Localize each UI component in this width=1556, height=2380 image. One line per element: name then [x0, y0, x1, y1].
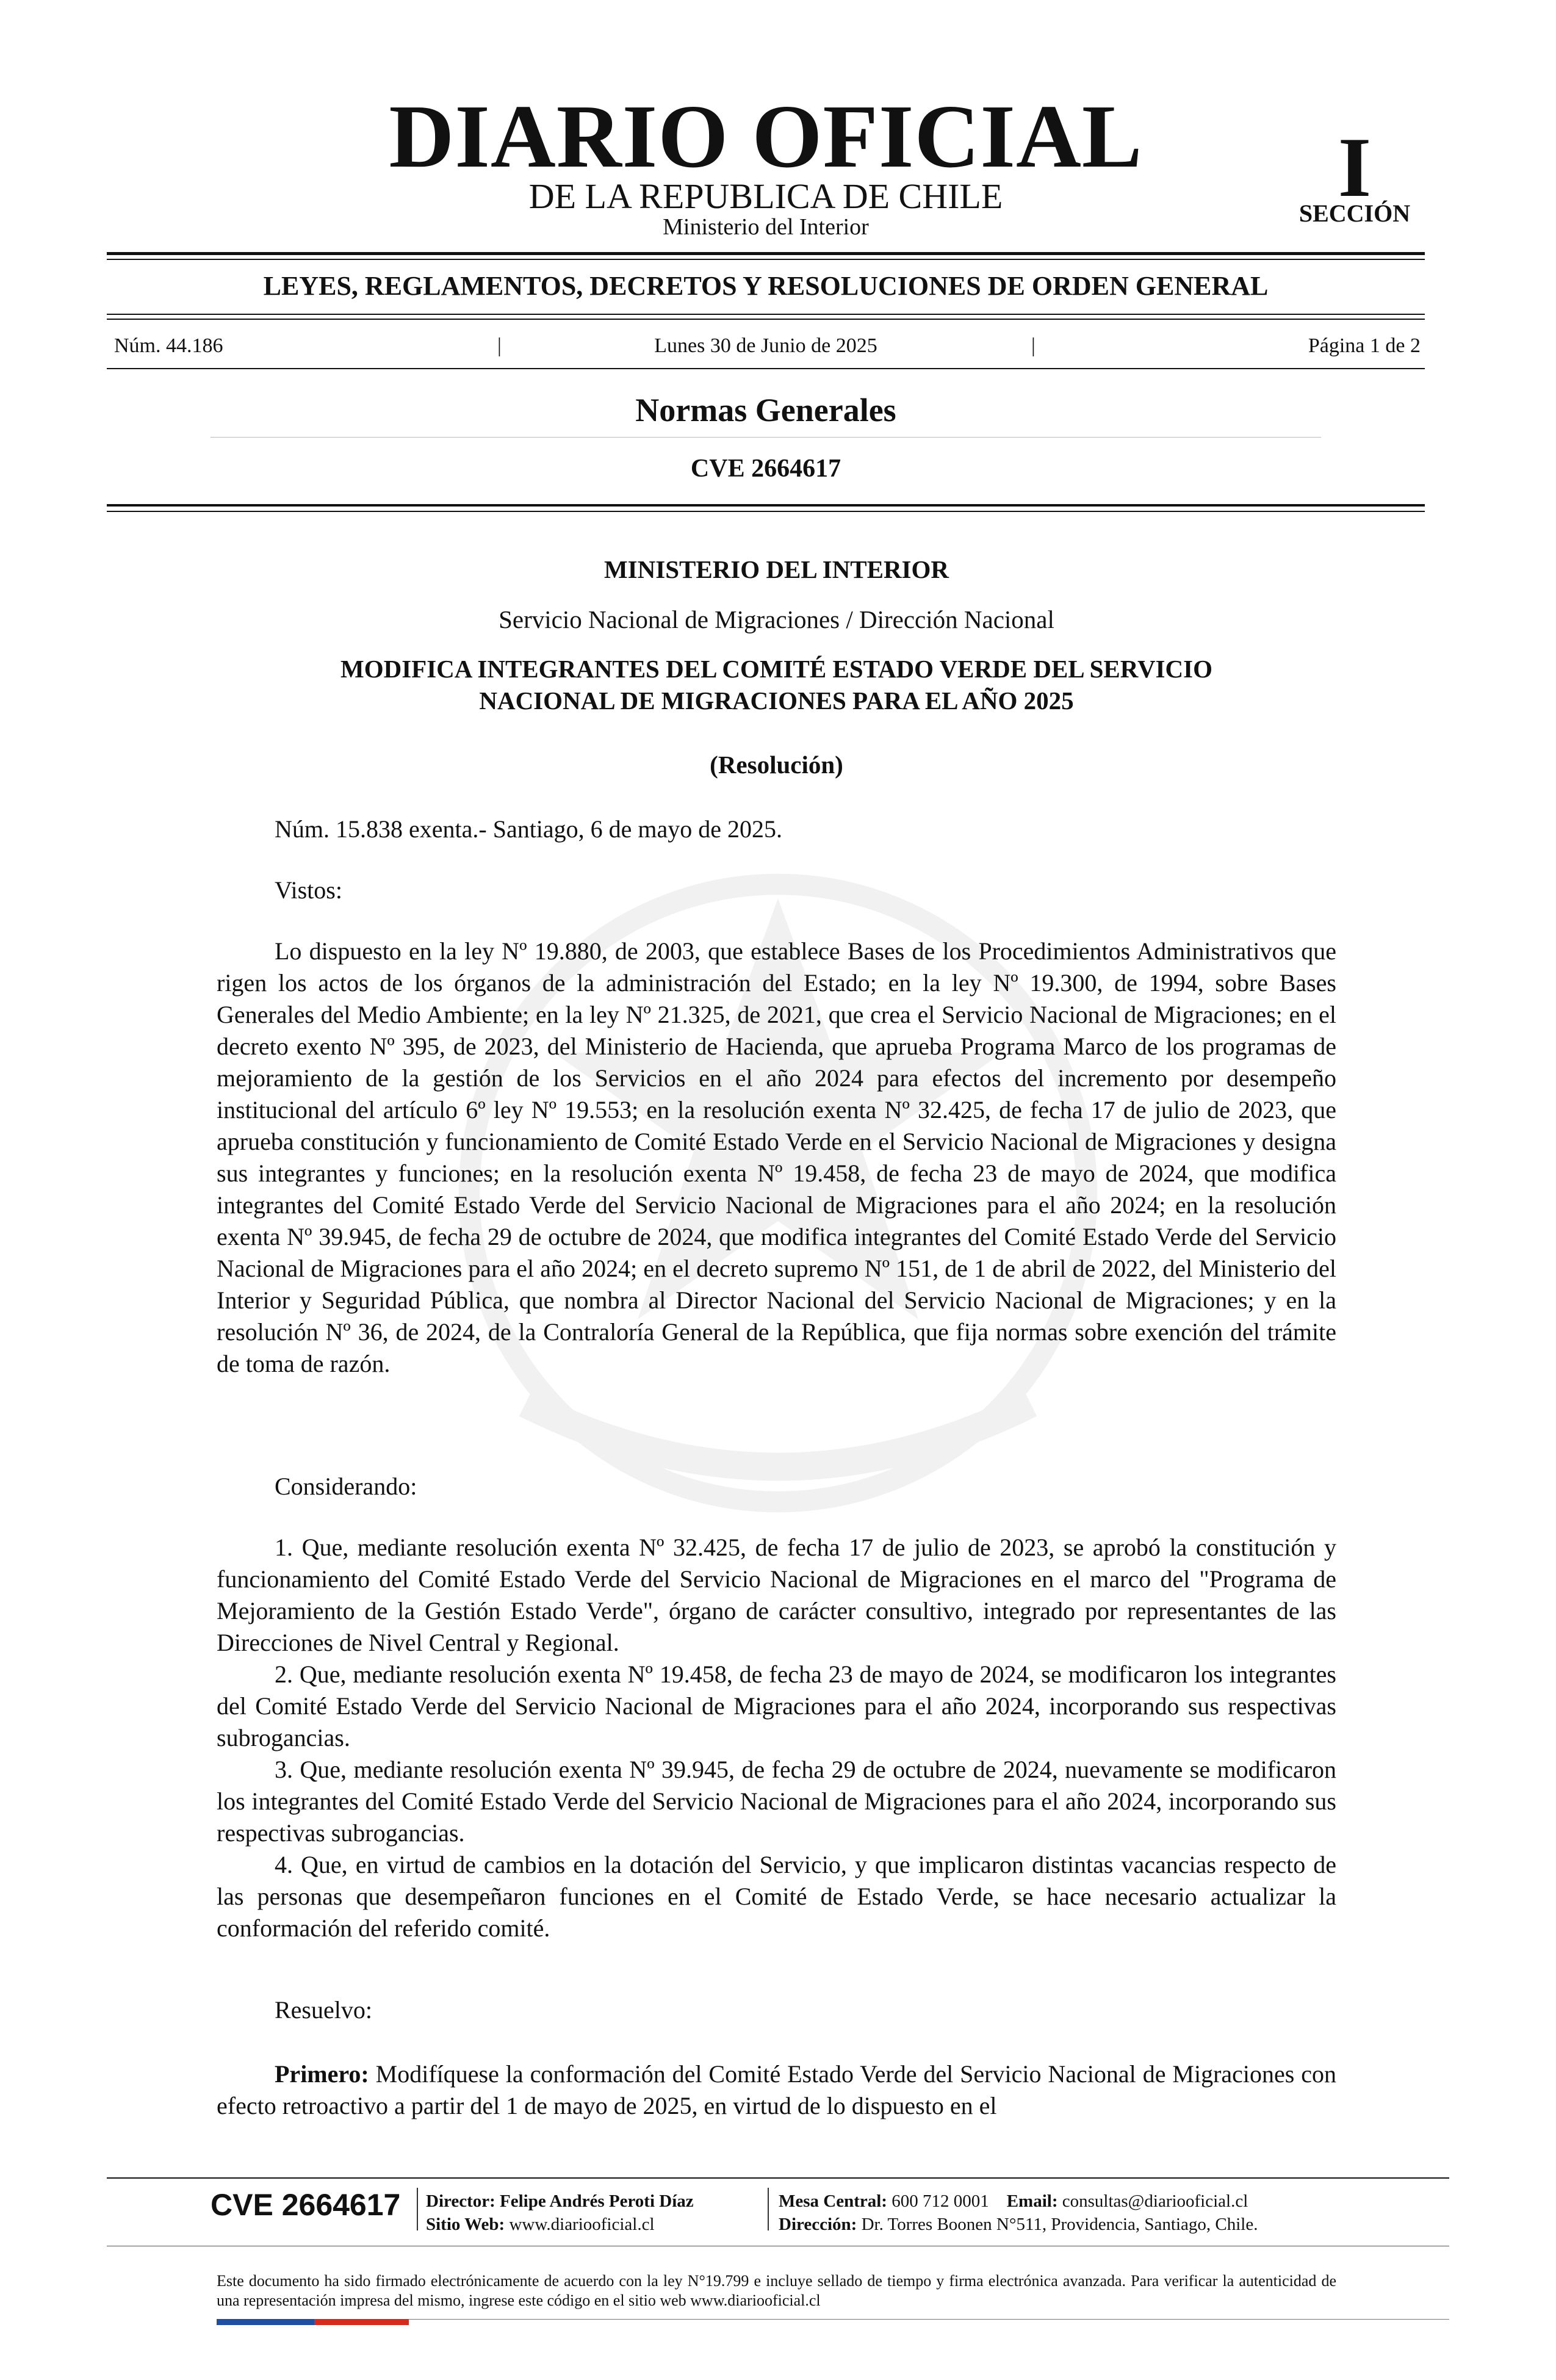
masthead-rule-thin [107, 259, 1425, 260]
footer-address [779, 2213, 1258, 2235]
direccion-value: Dr. Torres Boonen N°511, Providencia, Santiago, Chile. [861, 2215, 1258, 2234]
web-label: Sitio Web: [426, 2215, 505, 2234]
document-service: Servicio Nacional de Migraciones / Dirección Nacional [499, 605, 1054, 633]
primero-text: Modifíquese la conformación del Comité Estado Verde del Servicio Nacional de Migraciones con efecto retroactivo a partir del 1 de mayo de 2025, en virtud de lo dispuesto en el [217, 2060, 1337, 2119]
category-rule-bottom [107, 319, 1425, 320]
footer-rule-top [107, 2177, 1449, 2179]
section-number: I [1338, 120, 1372, 215]
newspaper-title: DIARIO OFICIAL [389, 87, 1143, 187]
newspaper-subtitle: DE LA REPUBLICA DE CHILE [528, 176, 1003, 216]
section-label: SECCIÓN [1298, 200, 1411, 227]
section-heading: Normas Generales [635, 392, 896, 428]
footer-disclaimer: Este documento ha sido firmado electrónicamente de acuerdo con la ley N°19.799 e incluye sellado de tiempo y firma electrónica avanzada. Para verificar la autenticidad de una representación impresa del mismo, ingrese este código en el sitio web www.diariooficial.cl [217, 2272, 1336, 2309]
footer-divider [417, 2188, 418, 2230]
heading-divider [211, 437, 1321, 438]
resolution-number-date: Núm. 15.838 exenta.- Santiago, 6 de mayo de 2025. [275, 815, 783, 843]
web-value[interactable]: www.diariooficial.cl [509, 2215, 655, 2234]
flag-stripe-blue [217, 2319, 314, 2325]
masthead-rule-thick [107, 252, 1425, 255]
footer-website [426, 2213, 655, 2235]
info-separator: | [1031, 334, 1036, 357]
document-type: (Resolución) [710, 751, 843, 779]
document-title-line2: NACIONAL DE MIGRACIONES PARA EL AÑO 2025 [479, 687, 1074, 715]
info-rule [107, 368, 1425, 369]
mesa-value: 600 712 0001 [891, 2191, 989, 2211]
vistos-label: Vistos: [275, 876, 342, 904]
primero-label: Primero: [275, 2060, 369, 2088]
primero-paragraph [217, 2058, 1336, 2122]
resuelvo-label: Resuelvo: [275, 1996, 372, 2024]
direccion-label: Dirección: [779, 2215, 857, 2234]
cve-code: CVE 2664617 [690, 455, 841, 483]
director-label: Director: [426, 2191, 495, 2211]
list-item: 1. Que, mediante resolución exenta Nº 32.425, de fecha 17 de julio de 2023, se aprobó la constitución y funcionamiento del Comité Estado Verde del Servicio Nacional de Migraciones en el marco del "Programa de Mejoramiento de la Gestión Estado Verde", órgano de carácter consultivo, integrado por representantes de las Direcciones de Nivel Central y Regional. [217, 1534, 1336, 1656]
cve-rule-thick [107, 504, 1425, 507]
footer-cve: CVE 2664617 [211, 2188, 401, 2222]
info-separator: | [497, 334, 502, 357]
email-value[interactable]: consultas@diariooficial.cl [1062, 2191, 1248, 2211]
considerando-list [217, 1532, 1336, 1944]
vistos-paragraph: Lo dispuesto en la ley Nº 19.880, de 2003, que establece Bases de los Procedimientos Administrativos que rigen los actos de los órganos de la administración del Estado; en la ley Nº 19.300, de 1994, sobre Bases Generales del Medio Ambiente; en la ley Nº 21.325, de 2021, que crea el Servicio Nacional de Migraciones; en el decreto exento Nº 395, de 2023, del Ministerio de Hacienda, que aprueba Programa Marco de los programas de mejoramiento de la gestión de los Servicios en el año 2024 para efectos del incremento por desempeño institucional del artículo 6º ley Nº 19.553; en la resolución exenta Nº 32.425, de fecha 17 de julio de 2023, que aprueba constitución y funcionamiento de Comité Estado Verde en el Servicio Nacional de Migraciones y designa sus integrantes y funciones; en la resolución exenta Nº 19.458, de fecha 23 de mayo de 2024, que modifica integrantes del Comité Estado Verde del Servicio Nacional de Migraciones para el año 2024; en la resolución exenta Nº 39.945, de fecha 29 de octubre de 2024, que modifica integrantes del Comité Estado Verde del Servicio Nacional de Migraciones para el año 2024; en el decreto supremo Nº 151, de 1 de abril de 2022, del Ministerio del Interior y Seguridad Pública, que nombra al Director Nacional del Servicio Nacional de Migraciones; y en la resolución Nº 36, de 2024, de la Contraloría General de la República, que fija normas sobre exención del trámite de toma de razón. [217, 937, 1336, 1377]
page-indicator: Página 1 de 2 [1308, 334, 1421, 357]
footer-contact [779, 2190, 1248, 2212]
category-heading: LEYES, REGLAMENTOS, DECRETOS Y RESOLUCIONES DE ORDEN GENERAL [263, 271, 1269, 301]
email-label: Email: [1006, 2191, 1058, 2211]
footer-director [426, 2190, 694, 2212]
issue-date: Lunes 30 de Junio de 2025 [654, 334, 877, 357]
masthead-ministry: Ministerio del Interior [663, 214, 869, 240]
list-item: 3. Que, mediante resolución exenta Nº 39.945, de fecha 29 de octubre de 2024, nuevamente se modificaron los integrantes del Comité Estado Verde del Servicio Nacional de Migraciones para el año 2024, incorporando sus respectivas subrogancias. [217, 1756, 1336, 1847]
category-rule-top [107, 314, 1425, 315]
list-item: 4. Que, en virtud de cambios en la dotación del Servicio, y que implicaron distintas vacancias respecto de las personas que desempeñaron funciones en el Comité de Estado Verde, se hace necesario actualizar la conformación del referido comité. [217, 1851, 1336, 1942]
director-value: Felipe Andrés Peroti Díaz [500, 2191, 694, 2211]
document-title-line1: MODIFICA INTEGRANTES DEL COMITÉ ESTADO VERDE DEL SERVICIO [340, 655, 1212, 683]
cve-rule-thin [107, 511, 1425, 512]
mesa-label: Mesa Central: [779, 2191, 887, 2211]
list-item: 2. Que, mediante resolución exenta Nº 19.458, de fecha 23 de mayo de 2024, se modificaron los integrantes del Comité Estado Verde del Servicio Nacional de Migraciones para el año 2024, incorporando sus respectivas subrogancias. [217, 1661, 1336, 1751]
footer-divider [768, 2188, 769, 2230]
issue-number: Núm. 44.186 [114, 334, 223, 357]
document-ministry: MINISTERIO DEL INTERIOR [603, 555, 949, 583]
flag-stripe-red [314, 2319, 409, 2325]
considerando-label: Considerando: [275, 1473, 417, 1500]
